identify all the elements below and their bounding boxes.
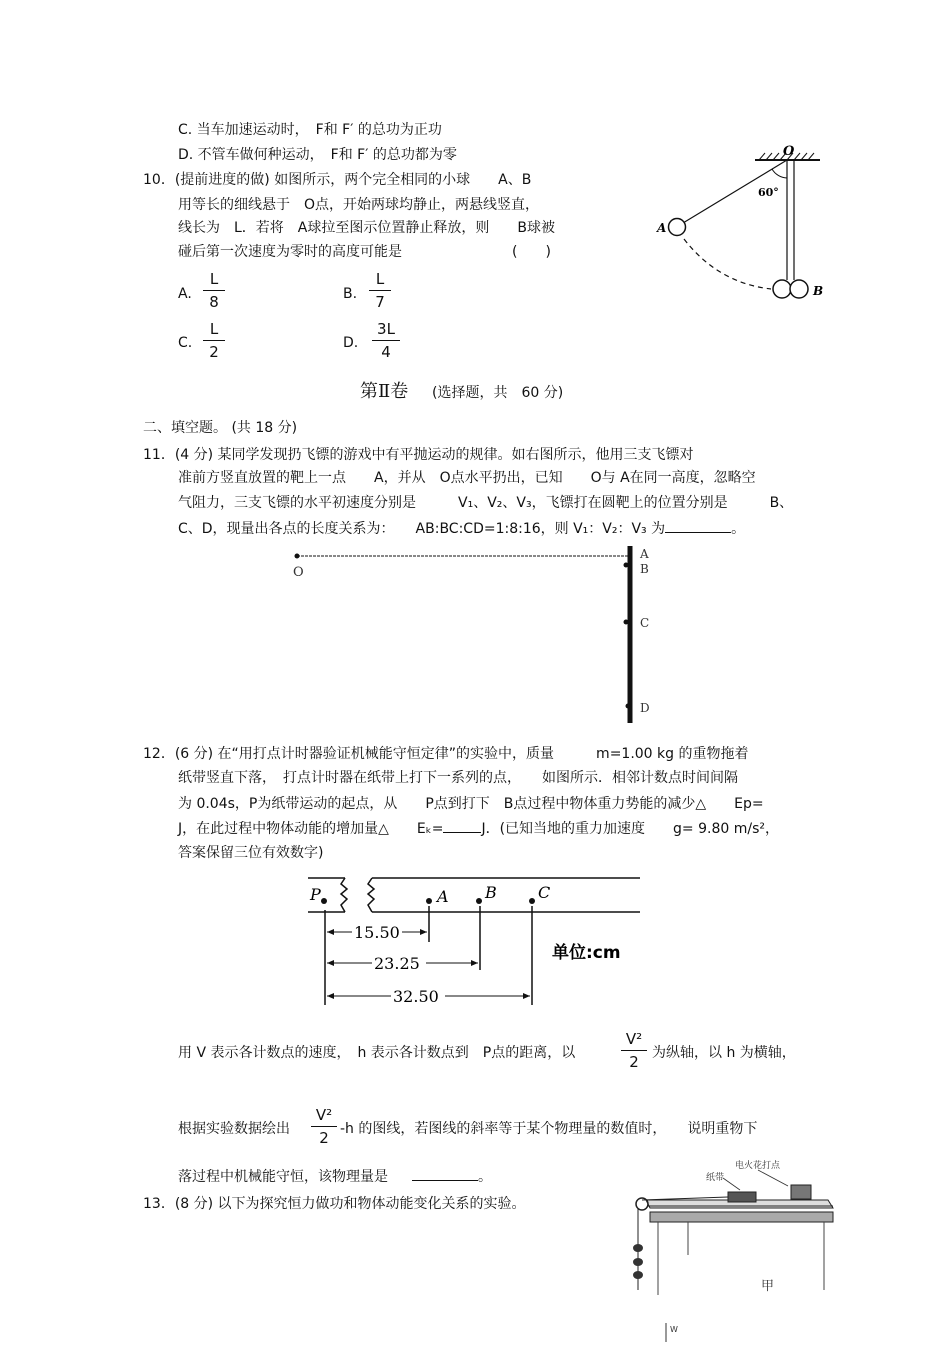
q12-line4: J，在此过程中物体动能的增加量△ Eₖ= J．(已知当地的重力加速度 g= 9.80 m/s²， bbox=[178, 821, 779, 837]
label-a: A bbox=[640, 547, 649, 561]
label-o: O bbox=[783, 144, 795, 159]
ball-b-left bbox=[773, 280, 791, 298]
label-tape: 纸带 bbox=[706, 1173, 725, 1183]
q10-line2: 用等长的细线悬于 O点，开始两球均静止，两悬线竖直， bbox=[178, 197, 540, 213]
q11-line3: 气阻力，三支飞镖的水平初速度分别是 V₁、V₂、V₃，飞镖打在圆靶上的位置分别是 B、 bbox=[178, 495, 794, 511]
q12-line1: 12．(6 分) 在“用打点计时器验证机械能守恒定律”的实验中，质量 m=1.00 kg 的重物拖着 bbox=[143, 746, 749, 762]
q10-option-b-fraction: L 7 bbox=[369, 270, 391, 311]
label-60: 60° bbox=[758, 186, 779, 199]
ball-b-right bbox=[790, 280, 808, 298]
q11-line1: 11．(4 分) 某同学发现扔飞镖的游戏中有平抛运动的规律。如右图所示，他用三支飞镖对 bbox=[143, 447, 694, 463]
label-unit: 单位:cm bbox=[552, 943, 621, 963]
q12-line6a: 用 V 表示各计数点的速度， h 表示各计数点到 P点的距离，以 bbox=[178, 1045, 576, 1061]
q10-option-b-label: B. bbox=[343, 286, 358, 302]
label-a: A bbox=[437, 887, 449, 906]
label-p: P bbox=[310, 885, 321, 904]
section-title: 第Ⅱ卷 bbox=[360, 381, 409, 402]
q10-line3: 线长为 L．若将 A球拉至图示位置静止释放，则 B球被 bbox=[178, 220, 555, 236]
label-b: B bbox=[813, 284, 824, 298]
q11-line2: 准前方竖直放置的靶上一点 A，并从 O点水平扔出，已知 O与 A在同一高度，忽略空 bbox=[178, 470, 756, 486]
q10-option-a-fraction: L 8 bbox=[203, 270, 225, 311]
section-heading: 二、填空题。 (共 18 分) bbox=[143, 420, 298, 436]
q9-option-d: D. 不管车做何种运动， F和 F′ 的总功都为零 bbox=[178, 147, 457, 163]
label-c: C bbox=[640, 616, 650, 630]
pendulum-figure bbox=[657, 140, 860, 310]
q12-line7a: 根据实验数据绘出 bbox=[178, 1121, 290, 1137]
q9-option-c: C. 当车加速运动时， F和 F′ 的总功为正功 bbox=[178, 122, 442, 138]
q12-line3: 为 0.04s，P为纸带运动的起点，从 P点到打下 B点过程中物体重力势能的减少△ Ep= bbox=[178, 796, 764, 812]
label-timer: 电火花打点 bbox=[735, 1161, 781, 1171]
q10-line4: 碰后第一次速度为零时的高度可能是 bbox=[178, 244, 402, 260]
label-d: D bbox=[640, 701, 650, 715]
section-subtitle: (选择题，共 60 分) bbox=[432, 385, 564, 401]
label-b: B bbox=[485, 883, 497, 902]
label-d3: 32.50 bbox=[393, 987, 439, 1006]
q10-option-d-label: D. bbox=[343, 335, 359, 351]
q10-option-c-label: C. bbox=[178, 335, 193, 351]
apparatus-figure bbox=[628, 1150, 838, 1345]
q10-option-a-label: A. bbox=[178, 286, 192, 302]
label-a: A bbox=[657, 221, 667, 235]
q12-line2: 纸带竖直下落， 打点计时器在纸带上打下一系列的点， 如图所示．相邻计数点时间间隔 bbox=[178, 770, 738, 786]
q12-fraction-1: V² 2 bbox=[621, 1030, 647, 1071]
label-o: O bbox=[293, 565, 304, 580]
label-d2: 23.25 bbox=[374, 954, 420, 973]
paper-tape-figure bbox=[300, 870, 645, 1010]
q11-line4: C、D，现量出各点的长度关系为： AB:BC:CD=1:8:16，则 V₁：V₂：V₃ 为 。 bbox=[178, 521, 746, 537]
label-b: B bbox=[640, 562, 649, 576]
ball-a bbox=[669, 219, 686, 236]
dart-target-figure bbox=[285, 543, 665, 728]
q10-option-d-fraction: 3L 4 bbox=[372, 320, 400, 361]
fragment-w: W bbox=[670, 1325, 678, 1334]
q10-line1: 10．(提前进度的做) 如图所示，两个完全相同的小球 A、B bbox=[143, 172, 532, 188]
q12-line7b: -h 的图线，若图线的斜率等于某个物理量的数值时， 说明重物下 bbox=[340, 1121, 758, 1137]
q13-line1: 13．(8 分) 以下为探究恒力做功和物体动能变化关系的实验。 bbox=[143, 1196, 526, 1212]
label-d1: 15.50 bbox=[354, 923, 400, 942]
q10-answer-paren: ( ) bbox=[512, 244, 551, 260]
label-jia: 甲 bbox=[761, 1279, 775, 1294]
q12-line6b: 为纵轴，以 h 为横轴， bbox=[652, 1045, 796, 1061]
q12-line8: 落过程中机械能守恒，该物理量是 。 bbox=[178, 1169, 492, 1185]
q12-fraction-2: V² 2 bbox=[311, 1106, 337, 1147]
q12-line5: 答案保留三位有效数字) bbox=[178, 845, 324, 861]
label-c: C bbox=[538, 883, 551, 902]
q10-option-c-fraction: L 2 bbox=[203, 320, 225, 361]
